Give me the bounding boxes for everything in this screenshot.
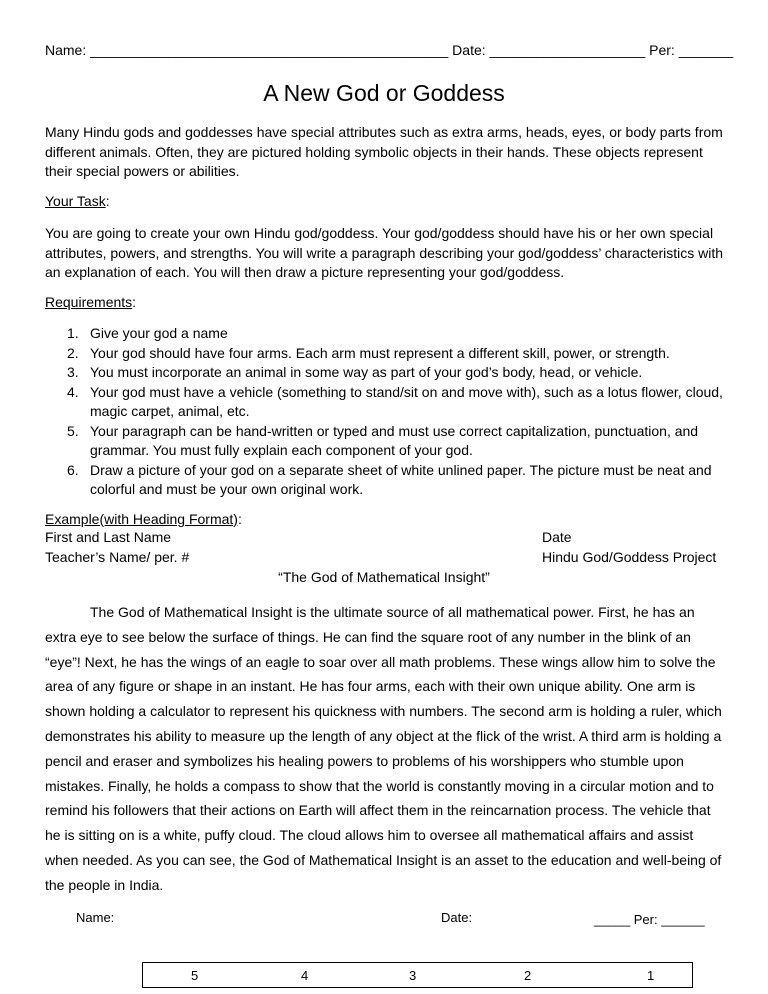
list-item — [45, 422, 725, 461]
rubric-score: 1 — [647, 968, 655, 983]
list-number: 3. — [67, 364, 79, 380]
list-number: 2. — [67, 344, 79, 361]
task-heading: Your Task — [45, 193, 106, 209]
requirements-list — [45, 324, 725, 500]
list-number: 4. — [67, 383, 79, 400]
list-item — [45, 363, 725, 383]
example-essay: The God of Mathematical Insight is the ultimate source of all mathematical power. First, he has an extra eye to see below the surface of things. He can find the square root of any number in the blink of an “eye”! Next, he has the wings of an eagle to soar over all math problems. These wings allow him to solve the area of any figure or shape in an instant. He has four arms, each with their own unique ability. One arm is shown holding a calculator to represent his quickness with numbers. The second arm is holding a ruler, which demonstrates his ability to measure up the length of any object at the flick of the wrist. A third arm is holding a pencil and eraser and symbolizes his healing powers to problems of his worshippers who stumble upon mistakes. Finally, he holds a compass to show that the world is constantly moving in a circular motion and to remind his followers that their actions on Earth will affect them in the reincarnation process. The vehicle that he is sitting on is a white, puffy cloud. The cloud allows him to oversee all mathematical affairs and assist when needed. As you can see, the God of Mathematical Insight is an asset to the education and well-being of the people in India. — [45, 604, 722, 893]
list-item — [45, 461, 725, 500]
name-date-per-line: Name: ______________________________________________ Date: ____________________ Per: _______ — [45, 42, 734, 58]
list-number: 1. — [67, 325, 79, 341]
example-heading-line: Example(with Heading Format): — [45, 511, 242, 527]
list-text: Your god should have four arms. Each arm must represent a different skill, power, or strength. — [90, 344, 670, 361]
list-number: 5. — [67, 422, 79, 439]
list-item — [45, 344, 725, 364]
page-title: A New God or Goddess — [263, 80, 505, 106]
cutoff-per: _____ Per: ______ — [594, 912, 705, 927]
rubric-score: 4 — [301, 968, 309, 983]
requirements-heading: Requirements — [45, 294, 133, 310]
cutoff-name: Name: — [76, 910, 115, 922]
rubric-score: 3 — [409, 968, 417, 983]
task-heading-line: Your Task: — [45, 193, 110, 209]
student-name-line: First and Last Name — [45, 529, 172, 545]
cutoff-date: Date: — [441, 910, 473, 922]
list-text: Your paragraph can be hand-written or typed and must use correct capitalization, punctuation, and grammar. You must fully explain each component of your god. — [90, 422, 699, 458]
example-heading: Example(with Heading Format) — [45, 511, 238, 527]
list-text: Draw a picture of your god on a separate sheet of white unlined paper. The picture must be neat and colorful and must be your own original work. — [90, 461, 712, 497]
list-text: Give your god a name — [90, 325, 228, 341]
teacher-line: Teacher’s Name/ per. # — [45, 549, 190, 565]
date-line: Date — [542, 529, 572, 545]
requirements-heading-line: Requirements: — [45, 294, 137, 310]
rubric-score-box — [142, 962, 693, 988]
rubric-score: 5 — [191, 968, 199, 983]
project-line: Hindu God/Goddess Project — [542, 549, 717, 565]
task-paragraph: You are going to create your own Hindu god/goddess. Your god/goddess should have his or her own special attributes, powers, and strengths. You will write a paragraph describing your god/goddess’ characteristics with an explanation of each. You will then draw a picture representing your god/goddess. — [45, 225, 724, 280]
rubric-score: 2 — [524, 968, 532, 983]
intro-paragraph: Many Hindu gods and goddesses have special attributes such as extra arms, heads, eyes, or body parts from different animals. Often, they are pictured holding symbolic objects in their hands. These objects represent their special powers or abilities. — [45, 124, 723, 179]
list-item — [45, 383, 725, 422]
essay-title: “The God of Mathematical Insight” — [278, 569, 490, 585]
list-item — [45, 324, 725, 344]
list-text: Your god must have a vehicle (something to stand/sit on and move with), such as a lotus flower, cloud, magic carpet, animal, etc. — [90, 383, 723, 419]
list-number: 6. — [67, 461, 79, 478]
list-text: You must incorporate an animal in some way as part of your god’s body, head, or vehicle. — [90, 364, 643, 380]
